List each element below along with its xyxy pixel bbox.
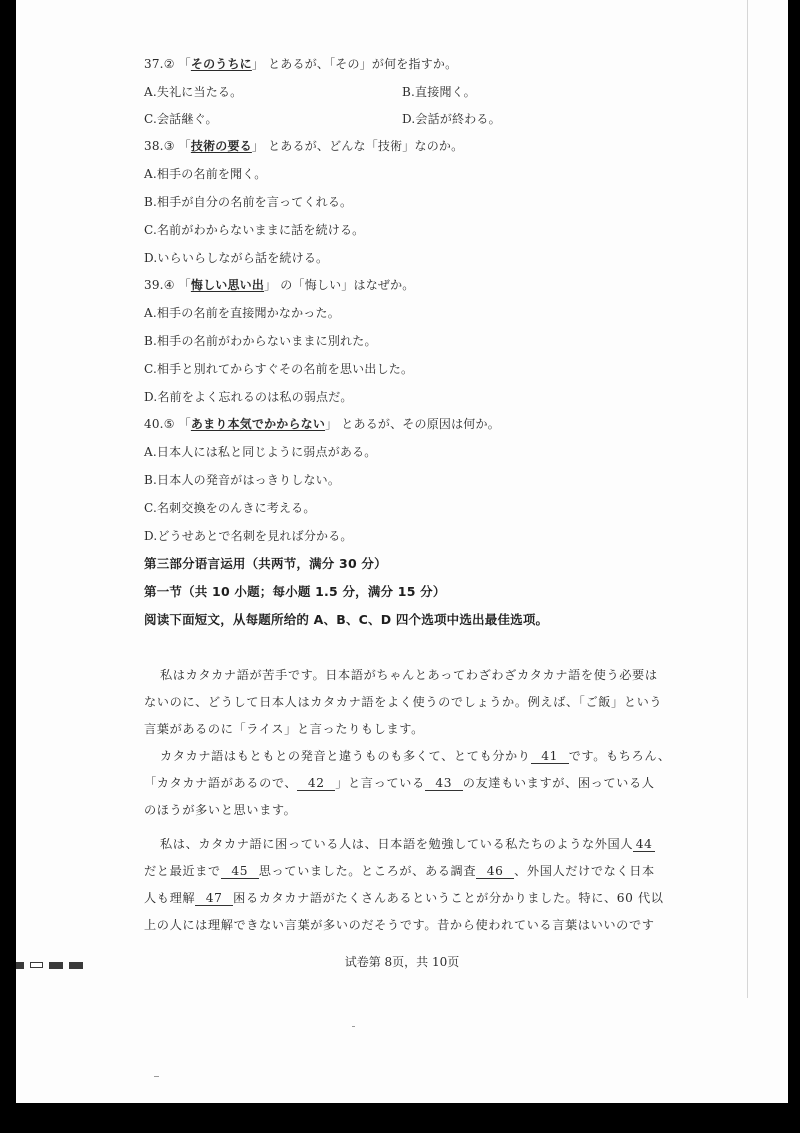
option-d: D.会話が終わる。 bbox=[402, 112, 501, 126]
registration-marks bbox=[16, 962, 83, 970]
question-38-option-a: A.相手の名前を聞く。 bbox=[144, 167, 267, 181]
blank-46: 46 bbox=[476, 865, 514, 879]
option-c: C.会話継ぐ。 bbox=[144, 112, 218, 126]
question-39-stem: 39.④ 「悔しい思い出」 の「悔しい」はなぜか。 bbox=[144, 278, 415, 292]
question-40-option-b: B.日本人の発音がはっきりしない。 bbox=[144, 473, 341, 487]
question-39-option-b: B.相手の名前がわからないままに別れた。 bbox=[144, 334, 377, 348]
passage-p2-line-3: のほうが多いと思います。 bbox=[144, 803, 297, 817]
scan-speck bbox=[154, 1076, 159, 1077]
scan-speck bbox=[352, 1026, 355, 1027]
question-37-stem: 37.② 「そのうちに」 とあるが、「その」が何を指すか。 bbox=[144, 57, 458, 71]
question-40-option-a: A.日本人には私と同じように弱点がある。 bbox=[144, 445, 377, 459]
passage-p1-line-2: ないのに、どうして日本人はカタカナ語をよく使うのでしょうか。例えば、「ご飯」という bbox=[144, 695, 663, 709]
question-38-option-b: B.相手が自分の名前を言ってくれる。 bbox=[144, 195, 353, 209]
registration-mark bbox=[69, 962, 83, 969]
passage-p3-line-3: 人も理解 47 困るカタカナ語がたくさんあるということが分かりました。特に、60 代以 bbox=[144, 891, 664, 905]
section-instruction: 阅读下面短文，从每题所给的 A、B、C、D 四个选项中选出最佳选项。 bbox=[144, 612, 549, 627]
blank-43: 43 bbox=[425, 777, 463, 791]
passage-p3-line-4: 上の人には理解できない言葉が多いのだそうです。昔から使われている言葉はいいのです bbox=[144, 918, 655, 932]
blank-47: 47 bbox=[195, 892, 233, 906]
underlined-target: そのうちに bbox=[190, 57, 252, 71]
question-37-options-row-2 bbox=[144, 111, 704, 127]
underlined-target: 悔しい思い出 bbox=[190, 278, 265, 292]
question-38-option-d: D.いらいらしながら話を続ける。 bbox=[144, 251, 329, 265]
blank-41: 41 bbox=[531, 750, 569, 764]
page-number: 试卷第 8页，共 10页 bbox=[344, 955, 460, 969]
passage-p3-line-2: だと最近まで 45 思っていました。ところが、ある調査 46 、外国人だけでなく日本 bbox=[144, 864, 655, 878]
question-40-stem: 40.⑤ 「あまり本気でかからない」 とあるが、その原因は何か。 bbox=[144, 417, 500, 431]
underlined-target: 技術の要る bbox=[190, 139, 252, 153]
question-39-option-a: A.相手の名前を直接聞かなかった。 bbox=[144, 306, 340, 320]
passage-p1-line-1: 私はカタカナ語が苦手です。日本語がちゃんとあってわざわざカタカナ語を使う必要は bbox=[160, 668, 658, 682]
passage-p2-line-1: カタカナ語はもともとの発音と違うものも多くて、とても分かり 41 です。もちろん、 bbox=[160, 749, 671, 763]
question-38-option-c: C.名前がわからないままに話を続ける。 bbox=[144, 223, 365, 237]
exam-page bbox=[16, 0, 788, 1103]
blank-45: 45 bbox=[221, 865, 259, 879]
question-38-stem: 38.③ 「技術の要る」 とあるが、どんな「技術」なのか。 bbox=[144, 139, 464, 153]
registration-mark bbox=[49, 962, 63, 969]
blank-42: 42 bbox=[297, 777, 335, 791]
section-title: 第一节（共 10 小题；每小题 1.5 分，满分 15 分） bbox=[144, 584, 446, 599]
passage-p1-line-3: 言葉があるのに「ライス」と言ったりもします。 bbox=[144, 722, 424, 736]
question-40-option-c: C.名刺交換をのんきに考える。 bbox=[144, 501, 316, 515]
part-title: 第三部分语言运用（共两节，满分 30 分） bbox=[144, 556, 387, 571]
question-39-option-c: C.相手と別れてからすぐその名前を思い出した。 bbox=[144, 362, 414, 376]
question-39-option-d: D.名前をよく忘れるのは私の弱点だ。 bbox=[144, 390, 353, 404]
option-a: A.失礼に当たる。 bbox=[144, 85, 243, 99]
blank-44: 44 bbox=[633, 838, 655, 852]
option-b: B.直接聞く。 bbox=[402, 85, 476, 99]
registration-mark bbox=[30, 962, 43, 968]
registration-mark bbox=[16, 962, 24, 969]
margin-line bbox=[747, 0, 748, 998]
underlined-target: あまり本気でかからない bbox=[190, 417, 326, 431]
question-40-option-d: D.どうせあとで名刺を見れば分かる。 bbox=[144, 529, 353, 543]
passage-p2-line-2: 「カタカナ語があるので、 42 」と言っている 43 の友達もいますが、困っている人 bbox=[144, 776, 655, 790]
question-37-options-row-1 bbox=[144, 84, 704, 100]
passage-p3-line-1: 私は、カタカナ語に困っている人は、日本語を勉強している私たちのような外国人 44 bbox=[160, 836, 655, 852]
